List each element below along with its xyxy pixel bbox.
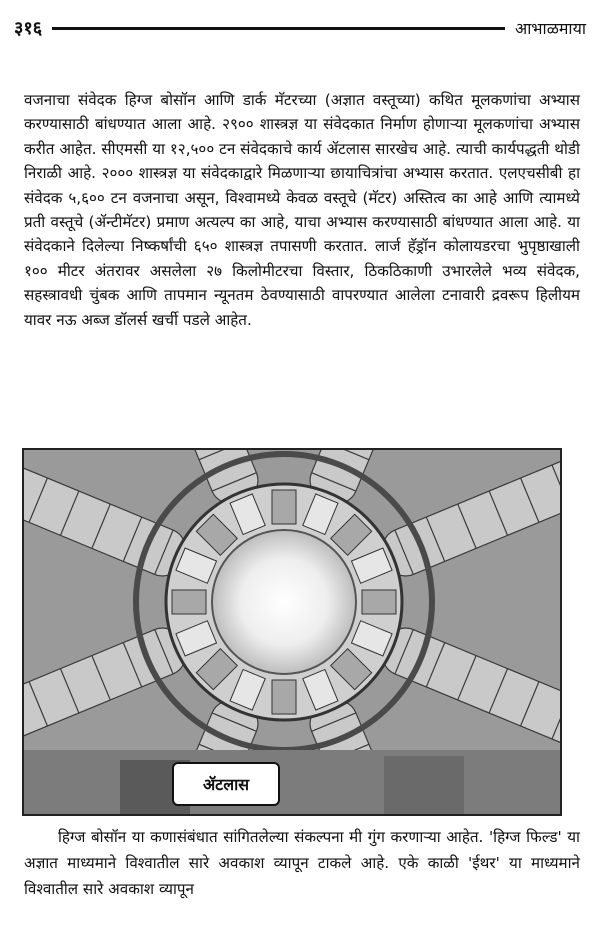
calorimeter-block: [272, 680, 296, 714]
photo-caption: ॲटलास: [172, 762, 280, 806]
page-number: ३१६: [14, 18, 43, 39]
atlas-detector-illustration: [24, 450, 560, 814]
running-title: आभाळमाया: [514, 19, 586, 38]
calorimeter-block: [272, 490, 296, 524]
atlas-photo: [22, 448, 562, 816]
body-paragraph-1: वजनाचा संवेदक हिग्ज बोसॉन आणि डार्क मॅटरच्या (अज्ञात वस्तूच्या) कथित मूलकणांचा अभ्यास करण्यासाठी बांधण्यात आला आहे. २९०० शास्त्रज्ञ या संवेदकात निर्माण होणाऱ्या मूलकणांचा अभ्यास करीत आहेत. सीएमसी या १२,५०० टन संवेदकाचे कार्य ॲटलास सारखेच आहे. त्याची कार्यपद्धती थोडी निराळी आहे. २००० शास्त्रज्ञ या संवेदकाद्वारे मिळणाऱ्या छायाचित्रांचा अभ्यास करतात. एलएचसीबी हा संवेदक ५,६०० टन वजनाचा असून, विश्वामध्ये केवळ वस्तूचे (मॅटर) अस्तित्व का आहे आणि त्यामध्ये प्रती वस्तूचे (ॲन्टीमॅटर) प्रमाण अत्यल्प का आहे, याचा अभ्यास करण्यासाठी बांधण्यात आला आहे. या संवेदकाने दिलेल्या निष्कर्षांची ६५० शास्त्रज्ञ तपासणी करतात. लार्ज हॅड्रॉन कोलायडरचा भुपृष्ठाखाली १०० मीटर अंतरावर असलेला २७ किलोमीटरचा विस्तार, ठिकठिकाणी उभारलेले भव्य संवेदक, सहस्त्रावधी चुंबक आणि तापमान न्यूनतम ठेवण्यासाठी वापरण्यात आलेला टनावारी द्रवरूप हिलीयम यावर नऊ अब्ज डॉलर्स खर्ची पडले आहेत.: [24, 91, 580, 329]
calorimeter-block: [362, 590, 396, 614]
header-rule: [52, 27, 505, 30]
page-header: [14, 10, 586, 46]
calorimeter-block: [172, 590, 206, 614]
body-paragraph-2: हिग्ज बोसॉन या कणासंबंधात सांगितलेल्या संकल्पना मी गुंग करणाऱ्या आहेत. 'हिग्ज फिल्ड' या अज्ञात माध्यमाने विश्वातील सारे अवकाश व्यापून टाकले आहे. एके काळी 'ईथर' या माध्यमाने विश्वातील सारे अवकाश व्यापून: [24, 828, 580, 898]
